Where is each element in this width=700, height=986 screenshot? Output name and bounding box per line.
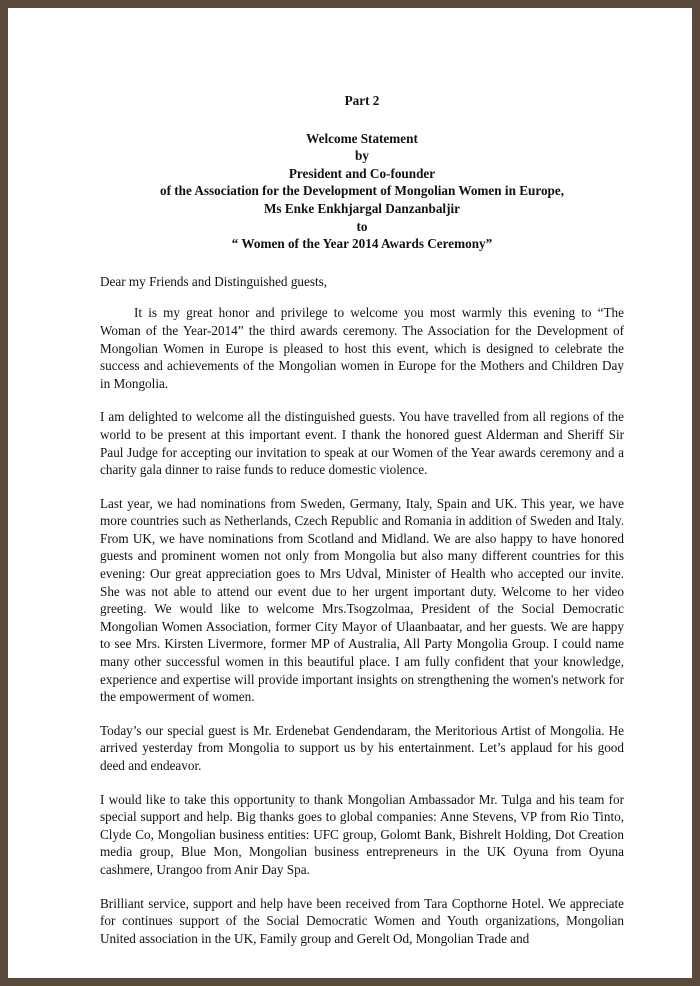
paragraph-welcome: It is my great honor and privilege to welcome you most warmly this evening to “The Woman of the Year-2014” the third awards ceremony. The Association for the Development of Mongolian Women in Europe is pleased to host this event, which is designed to celebrate the success and achievements of the Mongolian women in Europe for the Mothers and Children Day in Mongolia. — [100, 305, 624, 391]
heading-title: Welcome Statement — [306, 130, 418, 146]
salutation: Dear my Friends and Distinguished guests, — [100, 273, 328, 289]
paragraph-nominations: Last year, we had nominations from Sweden, Germany, Italy, Spain and UK. This year, we have more countries such as Netherlands, Czech Republic and Romania in addition of Sweden and Italy. From UK, we have nominations from Scotland and Midland. We are also happy to have honored guests and prominent women not only from Mongolia but also many different countries for this evening: Our great appreciation goes to Mrs Udval, Minister of Health who accepted our invite. She was not able to attend our event due to her urgent important duty. Welcome to her video greeting. We would like to welcome Mrs.Tsogzolmaa, President of the Social Democratic Mongolian Women Association, former City Mayor of Ulaanbaatar, and her guests. We are happy to see Mrs. Kirsten Livermore, former MP of Australia, All Party Mongolia Group. I could name many other successful women in this beautiful place. I am fully confident that your knowledge, experience and expertise will provide important insights on strengthening the women's network for the empowerment of women. — [100, 495, 624, 705]
paragraph-support: Brilliant service, support and help have been received from Tara Copthorne Hotel. We appreciate for continues support of the Social Democratic Women and Youth organizations, Mongolian United association in the UK, Family group and Gerelt Od, Mongolian Trade and — [100, 895, 624, 946]
paragraph-guests: I am delighted to welcome all the distinguished guests. You have travelled from all regions of the world to be present at this important event. I thank the honored guest Alderman and Sheriff Sir Paul Judge for accepting our invitation to speak at our Women of the Year awards ceremony and a charity gala dinner to raise funds to reduce domestic violence. — [100, 409, 624, 478]
part-label: Part 2 — [344, 93, 380, 108]
heading-person: Ms Enke Enkhjargal Danzanbaljir — [263, 200, 460, 216]
heading-block — [100, 130, 624, 253]
paragraph-thanks: I would like to take this opportunity to thank Mongolian Ambassador Mr. Tulga and his team for special support and help. Big thanks goes to global companies: Anne Stevens, VP from Rio Tinto, Clyde Co, Mongolian business entities: UFC group, Golomt Bank, Bishrelt Holding, Dot Creation media group, Blue Mon, Mongolian business entrepreneurs in the UK Oyuna from Oyuna cashmere, Urangoo from Anir Day Spa. — [100, 791, 624, 877]
heading-to: to — [356, 218, 368, 234]
heading-role: President and Co-founder — [288, 165, 436, 181]
document-page — [8, 8, 692, 978]
document-body — [100, 92, 624, 963]
heading-organization: of the Association for the Development of Mongolian Women in Europe, — [159, 183, 565, 199]
heading-by: by — [355, 148, 369, 164]
heading-event: “ Women of the Year 2014 Awards Ceremony” — [231, 236, 493, 252]
paragraph-special-guest: Today’s our special guest is Mr. Erdenebat Gendendaram, the Meritorious Artist of Mongolia. He arrived yesterday from Mongolia to support us by his entertainment. Let’s applaud for his good deed and endeavor. — [100, 722, 624, 773]
